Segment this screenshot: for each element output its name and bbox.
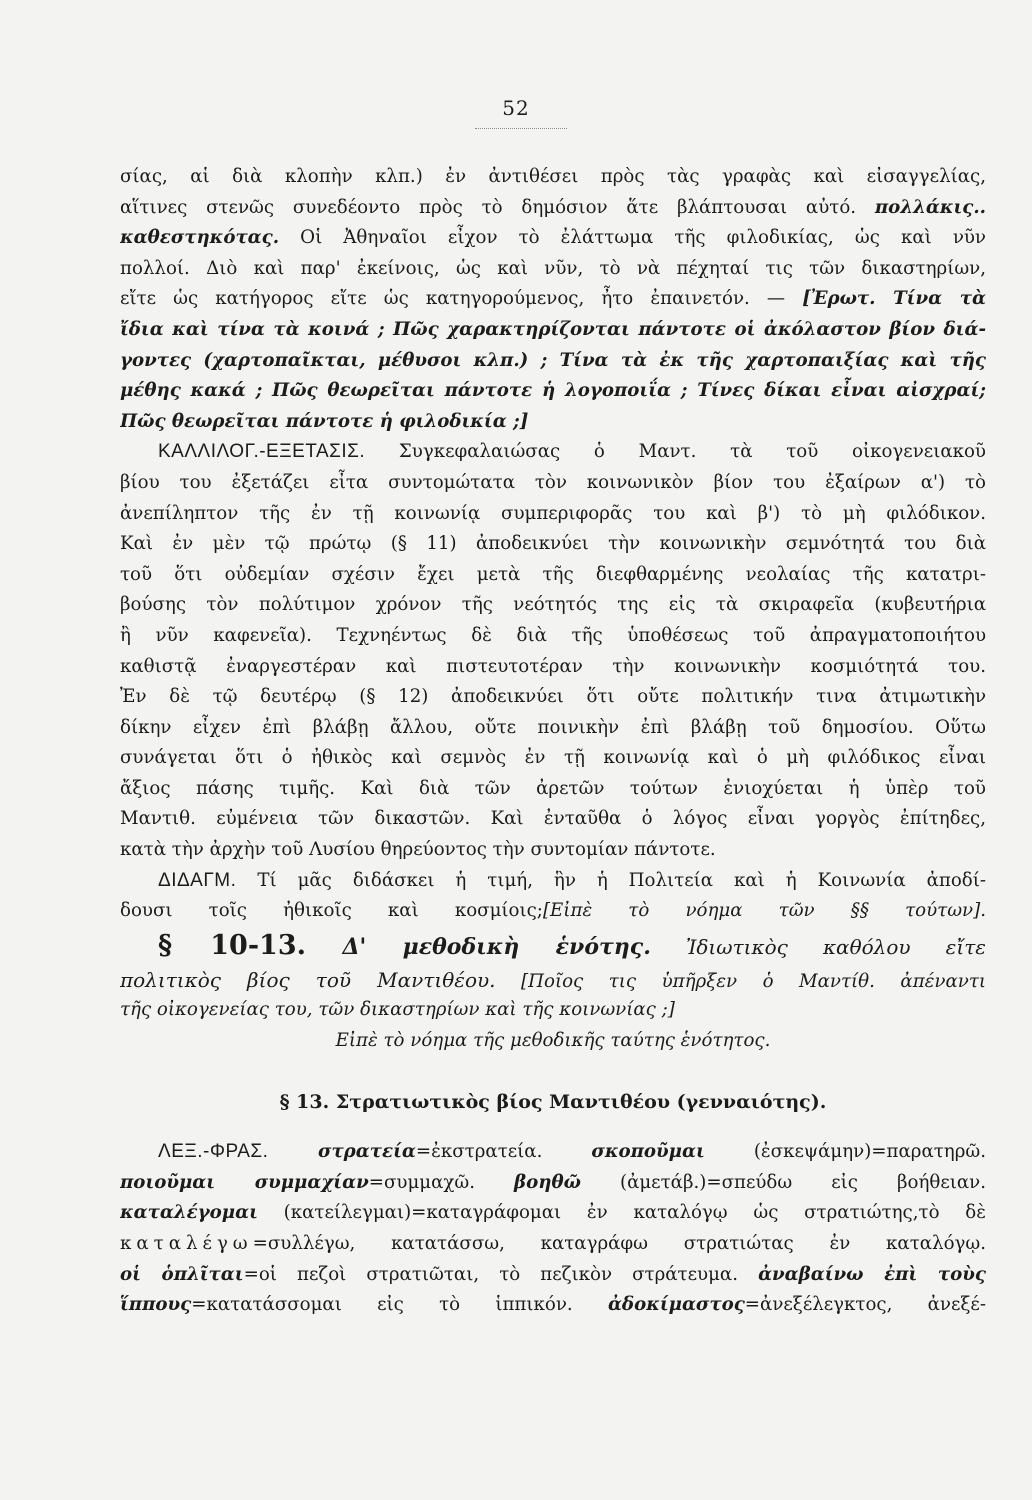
text-line: ἀνεπίληπτον τῆς ἐν τῇ κοινωνίᾳ συμπεριφορᾶς του καὶ β') τὸ μὴ φιλόδικον. [120,502,986,524]
text-line: καθιστᾷ ἐναργεστέραν καὶ πιστευτοτέραν τὴν κοινωνικὴν κοσμιότητά του. [120,655,986,677]
section-heading-line: ΔΙΔΑΓΜ. Τί μᾶς διδάσκει ἡ τιμή, ἣν ἡ Πολιτεία καὶ ἡ Κοινωνία ἀποδί- [158,869,986,891]
question-line: Πῶς θεωρεῖται πάντοτε ἡ φιλοδικία ;] [120,410,529,432]
page-body [120,162,986,1321]
section-heading-line: ΚΑΛΛΙΛΟΓ.-ΕΞΕΤΑΣΙΣ. Συγκεφαλαιώσας ὁ Μαντ. τὰ τοῦ οἰκογενειακοῦ [158,441,986,463]
text-line: Μαντιθ. εὐμένεια τῶν δικαστῶν. Καὶ ἐνταῦθα ὁ λόγος εἶναι γοργὸς ἐπίτηδες, [120,808,986,830]
text-line: ἢ νῦν καφενεῖα). Τεχνηέντως δὲ διὰ τῆς ὑποθέσεως τοῦ ἀπραγματοποιήτου [120,624,986,646]
text-line: καθεστηκότας. Οἱ Ἀθηναῖοι εἶχον τὸ ἐλάττωμα τῆς φιλοδικίας, ὡς καὶ νῦν [120,227,986,249]
page-number: 52 [502,96,530,120]
vocab-line: καταλέγω=συλλέγω, κατατάσσω, καταγράφω στρατιώτας ἐν καταλόγῳ. [120,1233,986,1254]
page-number-rule [475,128,567,129]
text-line: βούσης τὸν πολύτιμον χρόνον τῆς νεότητός της εἰς τὰ σκιραφεῖα (κυβευτήρια [120,594,986,616]
text-line: δίκην εἶχεν ἐπὶ βλάβῃ ἄλλου, οὔτε ποινικὴν ἐπὶ βλάβῃ τοῦ δημοσίου. Οὕτω [120,716,986,738]
spacer [120,1057,986,1087]
text-line: Καὶ ἐν μὲν τῷ πρώτῳ (§ 11) ἀποδεικνύει τὴν κοινωνικὴν σεμνότητά του διὰ [120,533,986,555]
question-line: ἴδια καὶ τίνα τὰ κοινά ; Πῶς χαρακτηρίζονται πάντοτε οἱ ἀκόλαστον βίον διά- [120,318,986,340]
text-line: κατὰ τὴν ἀρχὴν τοῦ Λυσίου θηρεύοντος τὴν συντομίαν πάντοτε. [120,839,716,861]
vocab-line: ποιοῦμαι συμμαχίαν=συμμαχῶ. βοηθῶ (ἀμετάβ.)=σπεύδω εἰς βοήθειαν. [120,1171,986,1193]
text-line: τοῦ ὅτι οὐδεμίαν σχέσιν ἔχει μετὰ τῆς διεφθαρμένης νεολαίας τῆς κατατρι- [120,563,986,585]
vocab-line: οἱ ὁπλῖται=οἱ πεζοὶ στρατιῶται, τὸ πεζικὸν στράτευμα. ἀναβαίνω ἐπὶ τοὺς [120,1263,986,1285]
text-line: πολιτικὸς βίος τοῦ Μαντιθέου. [Ποῖος τις ὑπῆρξεν ὁ Μαντίθ. ἀπέναντι [120,967,986,992]
vocab-line: ΛΕΞ.-ΦΡΑΣ. στρατεία=ἐκστρατεία. σκοποῦμαι (ἐσκεψάμην)=παρατηρῶ. [158,1141,986,1163]
text-line: βίου του ἐξετάζει εἶτα συντομώτατα τὸν κοινωνικὸν βίον του ἐξαίρων α') τὸ [120,471,986,493]
question-line: τῆς οἰκογενείας του, τῶν δικαστηρίων καὶ τῆς κοινωνίας ;] [120,999,675,1021]
text-line: αἵτινες στενῶς συνεδέοντο πρὸς τὸ δημόσιον ἅτε βλάπτουσαι αὐτό. πολλάκις.. [120,196,986,218]
unit-heading-line: § 10-13. Δ' μεθοδικὴ ἑνότης. Ἰδιωτικὸς καθόλου εἴτε [158,929,986,961]
text-line: σίας, αἱ διὰ κλοπὴν κλπ.) ἐν ἀντιθέσει πρὸς τὰς γραφὰς καὶ εἰσαγγελίας, [120,166,986,187]
vocab-line: ἵππους=κατατάσσομαι εἰς τὸ ἱππικόν. ἀδοκίμαστος=ἀνεξέλεγκτος, ἀνεξέ- [120,1294,986,1316]
text-line: πολλοί. Διὸ καὶ παρ' ἐκείνοις, ὡς καὶ νῦν, τὸ νὰ πέχηταί τις τῶν δικαστηρίων, [120,257,986,279]
text-line: δουσι τοῖς ἠθικοῖς καὶ κοσμίοις;[Εἰπὲ τὸ νόημα τῶν §§ τούτων]. [120,900,986,922]
spacer [120,1117,986,1137]
text-line: ἄξιος πάσης τιμῆς. Καὶ διὰ τῶν ἀρετῶν τούτων ἐνιοχύεται ἡ ὑπὲρ τοῦ [120,777,986,799]
instruction-line: Εἰπὲ τὸ νόημα τῆς μεθοδικῆς ταύτης ἑνότητος. [335,1030,771,1052]
text-line: Ἐν δὲ τῷ δευτέρῳ (§ 12) ἀποδεικνύει ὅτι οὔτε πολιτικήν τινα ἀτιμωτικὴν [120,686,986,708]
vocab-line: καταλέγομαι (κατείλεγμαι)=καταγράφομαι ἐν καταλόγῳ ὡς στρατιώτης,τὸ δὲ [120,1202,986,1224]
question-line: μέθης κακά ; Πῶς θεωρεῖται πάντοτε ἡ λογοποιΐα ; Τίνες δίκαι εἶναι αἰσχραί; [120,380,986,402]
subsection-heading: § 13. Στρατιωτικὸς βίος Μαντιθέου (γενναιότης). [279,1090,827,1113]
text-line: εἴτε ὡς κατήγορος εἴτε ὡς κατηγορούμενος, ἦτο ἐπαινετόν. — [Ἐρωτ. Τίνα τὰ [120,288,986,310]
text-line: συνάγεται ὅτι ὁ ἠθικὸς καὶ σεμνὸς ἐν τῇ κοινωνίᾳ καὶ ὁ μὴ φιλόδικος εἶναι [120,747,986,769]
question-line: γοντες (χαρτοπαῖκται, μέθυσοι κλπ.) ; Τίνα τὰ ἐκ τῆς χαρτοπαιξίας καὶ τῆς [120,349,986,371]
